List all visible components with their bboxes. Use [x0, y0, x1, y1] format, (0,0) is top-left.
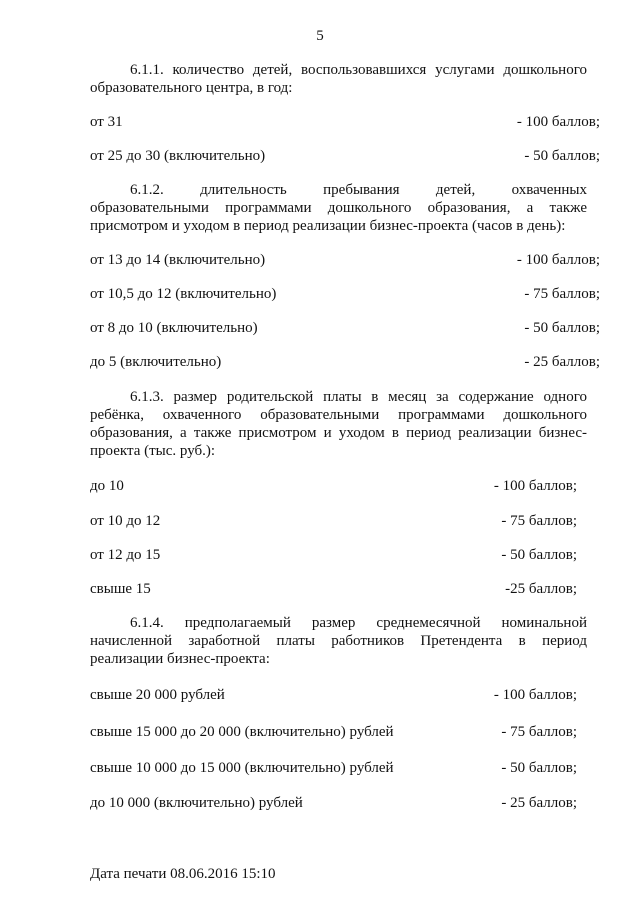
heading-line: 6.1.1. количество детей, воспользовавшихся услугами дошкольного — [130, 62, 587, 78]
heading-line: ребёнка, охваченного образовательными программами дошкольного — [90, 407, 587, 423]
criterion-points: -25 баллов; — [505, 581, 577, 597]
heading-line: 6.1.2. длительность пребывания детей, охваченных — [130, 182, 587, 198]
criterion-points: - 100 баллов; — [516, 252, 600, 268]
criterion-label: свыше 10 000 до 15 000 (включительно) рублей — [90, 760, 394, 776]
heading-line: реализации бизнес-проекта: — [90, 651, 270, 667]
criterion-points: - 50 баллов; — [501, 547, 577, 563]
heading-line: образования, а также присмотром и уходом в период реализации бизнес- — [90, 425, 587, 441]
criterion-label: от 10,5 до 12 (включительно) — [90, 286, 277, 302]
criterion-label: свыше 15 — [90, 581, 151, 597]
criterion-points: - 50 баллов; — [524, 148, 600, 164]
heading-line: образовательного центра, в год: — [90, 80, 293, 96]
criterion-points: - 75 баллов; — [501, 724, 577, 740]
criterion-points: - 100 баллов; — [493, 478, 577, 494]
heading-line: начисленной заработной платы работников Претендента в период — [90, 633, 587, 649]
criterion-label: от 12 до 15 — [90, 547, 161, 563]
heading-line: проекта (тыс. руб.): — [90, 443, 216, 459]
criterion-label: свыше 20 000 рублей — [90, 687, 225, 703]
criterion-points: - 75 баллов; — [501, 513, 577, 529]
criterion-points: - 50 баллов; — [501, 760, 577, 776]
heading-line: 6.1.3. размер родительской платы в месяц за содержание одного — [130, 389, 587, 405]
criterion-label: до 10 000 (включительно) рублей — [90, 795, 303, 811]
criterion-points: - 100 баллов; — [516, 114, 600, 130]
section-6-1-4-heading — [90, 614, 587, 668]
print-date-footer: Дата печати 08.06.2016 15:10 — [90, 866, 276, 882]
criterion-label: до 5 (включительно) — [90, 354, 222, 370]
section-6-1-1-heading — [90, 61, 587, 97]
criterion-points: - 50 баллов; — [524, 320, 600, 336]
criterion-label: от 13 до 14 (включительно) — [90, 252, 266, 268]
heading-line: 6.1.4. предполагаемый размер среднемесячной номинальной — [130, 615, 587, 631]
criterion-points: - 25 баллов; — [524, 354, 600, 370]
criterion-label: свыше 15 000 до 20 000 (включительно) рублей — [90, 724, 394, 740]
criterion-label: от 10 до 12 — [90, 513, 161, 529]
section-6-1-2-heading — [90, 181, 587, 235]
page-number: 5 — [316, 28, 324, 44]
heading-line: образовательными программами дошкольного образования, а также — [90, 200, 587, 216]
section-6-1-3-heading — [90, 388, 587, 460]
criterion-label: от 25 до 30 (включительно) — [90, 148, 266, 164]
criterion-label: от 8 до 10 (включительно) — [90, 320, 258, 336]
criterion-points: - 25 баллов; — [501, 795, 577, 811]
criterion-label: до 10 — [90, 478, 124, 494]
heading-line: присмотром и уходом в период реализации бизнес-проекта (часов в день): — [90, 218, 566, 234]
criterion-points: - 100 баллов; — [493, 687, 577, 703]
criterion-points: - 75 баллов; — [524, 286, 600, 302]
criterion-label: от 31 — [90, 114, 123, 130]
